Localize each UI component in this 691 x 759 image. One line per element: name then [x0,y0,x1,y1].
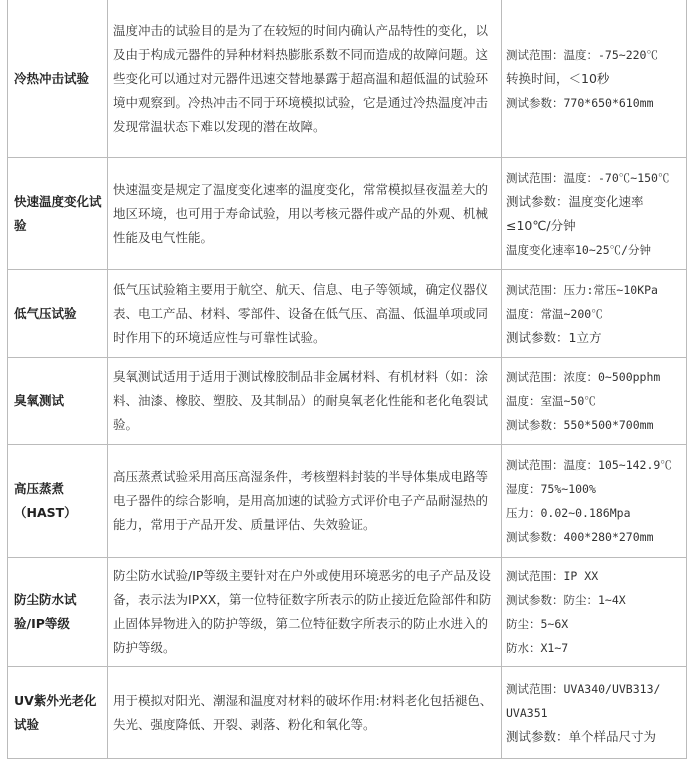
param-line: 温度：室温~50℃ [506,394,596,408]
test-description: 臭氧测试适用于适用于测试橡胶制品非金属材料、有机材料（如：涂料、油漆、橡胶、塑胶、及其制品）的耐臭氧老化性能和老化龟裂试验。 [108,358,502,445]
param-line: 测试范围：温度：-70℃~150℃ [506,170,670,185]
test-parameters [502,158,687,270]
param-line: 防尘：5~6X [506,617,569,631]
test-name: UV紫外光老化试验 [8,667,108,759]
param-line: UVA351 [506,705,548,720]
param-line: 湿度：75%~100% [506,482,596,496]
param-line: ≤10℃/分钟 [506,217,576,233]
param-line: 测试参数：770*650*610mm [506,95,654,110]
test-parameters [502,270,687,358]
test-name: 高压蒸煮（HAST） [8,445,108,558]
test-description: 高压蒸煮试验采用高压高湿条件，考核塑料封装的半导体集成电路等电子器件的综合影响，是用高加速的试验方式评价电子产品耐湿热的能力，常用于产品开发、质量评估、失效验证。 [108,445,502,558]
param-line: 测试范围：IP XX [506,569,599,583]
param-line: 防水：X1~7 [506,641,569,655]
test-name: 快速温度变化试验 [8,158,108,270]
test-description: 温度冲击的试验目的是为了在较短的时间内确认产品特性的变化，以及由于构成元器件的异种材料热膨胀系数不同而造成的故障问题。这些变化可以通过对元器件迅速交替地暴露于超高温和超低温的试验环境中观察到。冷热冲击不同于环境模拟试验，它是通过冷热温度冲击发现常温状态下难以发现的潜在故障。 [108,0,502,158]
param-line: 测试范围：UVA340/UVB313/ [506,681,661,696]
param-line: 测试参数：400*280*270mm [506,530,654,544]
param-line: 压力：0.02~0.186Mpa [506,506,631,520]
table-row-rapid-temp-change [8,158,687,270]
test-parameters [502,558,687,667]
test-spec-table [7,0,687,759]
param-line: 转换时间，＜10秒 [506,70,610,86]
test-parameters [502,667,687,759]
table-row-ozone [8,358,687,445]
table-row-ip-rating [8,558,687,667]
test-parameters [502,358,687,445]
test-parameters [502,0,687,158]
table-row-low-pressure [8,270,687,358]
param-line: 测试参数：防尘：1~4X [506,593,626,607]
test-description: 防尘防水试验/IP等级主要针对在户外或使用环境恶劣的电子产品及设备，表示法为IPXX，第一位特征数字所表示的防止接近危险部件和防止固体异物进入的防护等级，第二位特征数字所表示的防止水进入的防护等级。 [108,558,502,667]
param-line: 测试参数：单个样品尺寸为 [506,728,657,744]
test-name: 防尘防水试验/IP等级 [8,558,108,667]
param-line: 测试范围：温度：-75~220℃ [506,47,658,62]
table-row-uv-aging [8,667,687,759]
param-line: 测试范围：压力:常压~10KPa [506,282,658,297]
test-description: 低气压试验箱主要用于航空、航天、信息、电子等领域，确定仪器仪表、电工产品、材料、零部件、设备在低气压、高温、低温单项或同时作用下的环境适应性与可靠性试验。 [108,270,502,358]
test-name: 冷热冲击试验 [8,0,108,158]
param-line: 温度：常温~200℃ [506,306,603,321]
table-row-thermal-shock [8,0,687,158]
param-line: 温度变化速率10~25℃/分钟 [506,242,652,257]
test-name: 低气压试验 [8,270,108,358]
param-line: 测试参数：1立方 [506,329,602,345]
test-name: 臭氧测试 [8,358,108,445]
test-description: 用于模拟对阳光、潮湿和温度对材料的破坏作用:材料老化包括褪色、失光、强度降低、开裂、剥落、粉化和氧化等。 [108,667,502,759]
param-line: 测试范围：温度：105~142.9℃ [506,458,672,472]
test-description: 快速温变是规定了温度变化速率的温度变化，常常模拟昼夜温差大的地区环境，也可用于寿命试验，用以考核元器件或产品的外观、机械性能及电气性能。 [108,158,502,270]
table-row-hast [8,445,687,558]
param-line: 测试参数：温度变化速率 [506,193,644,209]
param-line: 测试范围：浓度：0~500pphm [506,370,661,384]
param-line: 测试参数：550*500*700mm [506,418,654,432]
test-parameters [502,445,687,558]
